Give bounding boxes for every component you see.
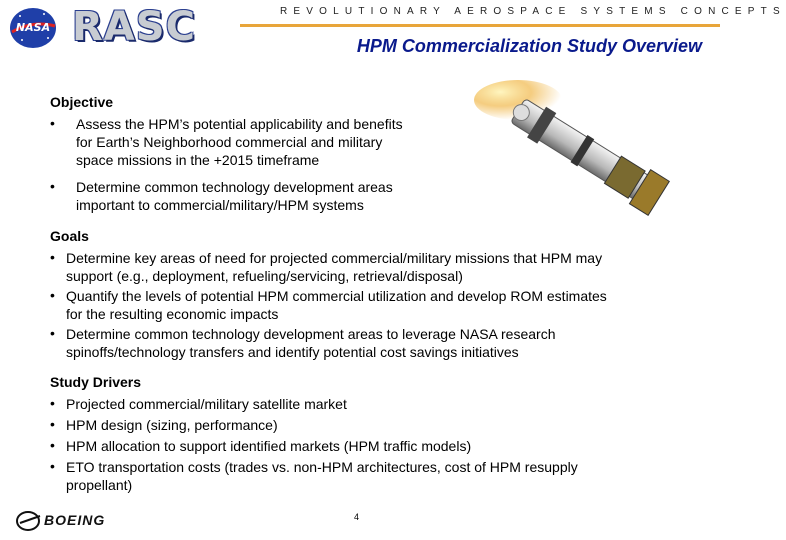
- goals-item: Determine common technology development areas to leverage NASA research spinoffs/technology transfers and identify potential cost savings initiatives: [66, 326, 556, 360]
- drivers-item: HPM allocation to support identified markets (HPM traffic models): [66, 438, 472, 454]
- objective-item: Determine common technology development areas important to commercial/military/HPM systems: [76, 179, 393, 213]
- page-number: 4: [354, 512, 360, 522]
- bullet: •: [50, 325, 55, 341]
- goals-item: Determine key areas of need for projected commercial/military missions that HPM may support (e.g., deployment, refueling/servicing, retrieval/disposal): [66, 250, 603, 284]
- drivers-item: ETO transportation costs (trades vs. non-HPM architectures, cost of HPM resupply propellant): [66, 459, 578, 493]
- goals-item: Quantify the levels of potential HPM commercial utilization and develop ROM estimates for the resulting economic impacts: [66, 288, 607, 322]
- bullet: •: [50, 395, 55, 411]
- drivers-item: Projected commercial/military satellite market: [66, 396, 347, 412]
- objective-item: Assess the HPM’s potential applicability and benefits for Earth’s Neighborhood commercial and military space missions in the +2015 timeframe: [76, 116, 403, 168]
- boeing-wordmark: BOEING: [44, 512, 106, 528]
- bullet: •: [50, 115, 55, 131]
- bullet: •: [50, 178, 55, 194]
- page-title: HPM Commercialization Study Overview: [356, 36, 702, 56]
- bullet: •: [50, 437, 55, 453]
- bullet: •: [50, 458, 55, 474]
- bullet: •: [50, 416, 55, 432]
- header-divider: [240, 24, 720, 27]
- bullet: •: [50, 287, 55, 303]
- tagline: REVOLUTIONARY AEROSPACE SYSTEMS CONCEPTS: [280, 6, 786, 17]
- bullet: •: [50, 249, 55, 265]
- nasa-logo: [8, 6, 58, 50]
- rasc-logo: RASC: [72, 4, 196, 50]
- boeing-logo: [14, 508, 144, 534]
- spacecraft-image: [468, 78, 708, 228]
- nasa-logo-text: NASA: [15, 21, 51, 34]
- drivers-heading: Study Drivers: [50, 374, 142, 390]
- objective-heading: Objective: [50, 94, 114, 110]
- drivers-item: HPM design (sizing, performance): [66, 417, 278, 433]
- goals-heading: Goals: [50, 228, 89, 244]
